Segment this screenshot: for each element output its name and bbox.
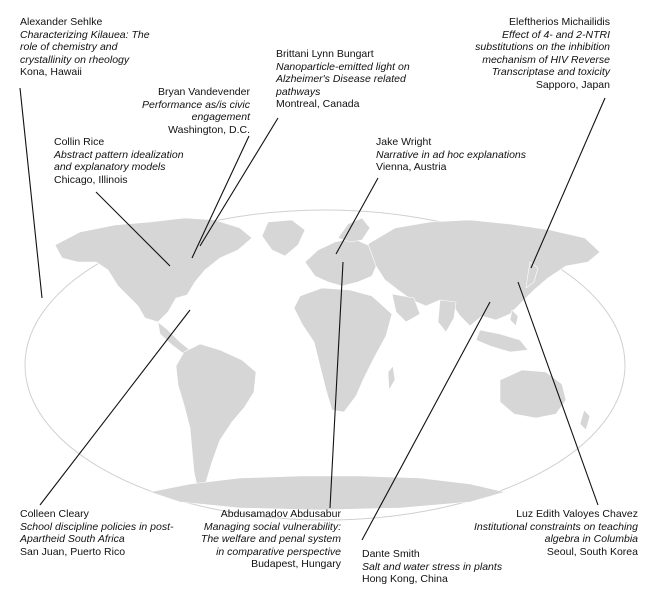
label-wright xyxy=(376,136,526,174)
talk-title-line: and explanatory models xyxy=(54,161,166,174)
label-rice xyxy=(54,136,184,186)
talk-title-line: Effect of 4- and 2-NTRI xyxy=(502,28,610,41)
person-name: Eleftherios Michailidis xyxy=(509,16,610,28)
southeast-asia-islands-shape xyxy=(476,330,528,352)
person-name: Dante Smith xyxy=(362,548,420,560)
person-location: Budapest, Hungary xyxy=(251,558,341,571)
person-location: San Juan, Puerto Rico xyxy=(20,545,126,558)
person-location: Chicago, Illinois xyxy=(54,173,128,186)
talk-title-line: substitutions on the inhibition xyxy=(475,41,610,54)
south-america-shape xyxy=(176,344,256,490)
africa-shape xyxy=(294,288,392,412)
talk-title-line: Nanoparticle-emitted light on xyxy=(276,60,410,73)
talk-title-line: role of chemistry and xyxy=(20,41,118,54)
label-abdusabur xyxy=(201,508,341,571)
talk-title-line: Managing social vulnerability: xyxy=(203,520,341,533)
talk-title-line: Transcriptase and toxicity xyxy=(491,66,610,79)
label-cleary xyxy=(20,508,174,558)
person-name: Alexander Sehlke xyxy=(20,16,103,28)
talk-title-line: mechanism of HIV Reverse xyxy=(482,53,610,66)
person-location: Washington, D.C. xyxy=(168,123,250,136)
label-sehlke xyxy=(20,16,150,79)
europe-shape xyxy=(305,238,378,286)
talk-title-line: pathways xyxy=(276,85,321,98)
talk-title-line: Salt and water stress in plants xyxy=(362,560,503,573)
talk-title-line: Narrative in ad hoc explanations xyxy=(376,148,527,161)
person-name: Jake Wright xyxy=(376,136,432,148)
person-name: Brittani Lynn Bungart xyxy=(276,48,374,60)
person-name: Colleen Cleary xyxy=(20,508,89,520)
talk-title-line: Characterizing Kilauea: The xyxy=(20,28,150,41)
person-name: Abdusamadov Abdusabur xyxy=(220,508,341,520)
land-masses xyxy=(55,218,600,510)
person-location: Sapporo, Japan xyxy=(535,78,610,91)
person-location: Kona, Hawaii xyxy=(20,66,82,79)
label-michailidis xyxy=(475,16,610,92)
talk-title-line: algebra in Columbia xyxy=(544,533,638,546)
talk-title-line: School discipline policies in post- xyxy=(20,520,174,533)
leader-line-sehlke xyxy=(20,88,42,298)
central-america-shape xyxy=(158,322,190,354)
india-shape xyxy=(438,300,456,332)
talk-title-line: Abstract pattern idealization xyxy=(54,148,184,161)
person-location: Seoul, South Korea xyxy=(546,545,638,558)
talk-title-line: The welfare and penal system xyxy=(200,533,341,546)
greenland-shape xyxy=(262,220,305,256)
person-name: Luz Edith Valoyes Chavez xyxy=(516,508,638,520)
australia-shape xyxy=(500,370,566,418)
talk-title-line: Performance as/is civic xyxy=(142,98,250,111)
label-bungart xyxy=(276,48,410,111)
label-vandevender xyxy=(142,86,250,136)
talk-title-line: Apartheid South Africa xyxy=(20,533,125,546)
talk-title-line: crystallinity on rheology xyxy=(20,53,130,66)
person-name: Collin Rice xyxy=(54,136,105,148)
person-location: Montreal, Canada xyxy=(276,98,360,111)
talk-title-line: Institutional constraints on teaching xyxy=(473,520,638,533)
person-name: Bryan Vandevender xyxy=(157,86,250,98)
label-smith xyxy=(362,548,502,586)
talk-title-line: in comparative perspective xyxy=(216,545,341,558)
talk-title-line: engagement xyxy=(191,111,250,124)
madagascar-shape xyxy=(388,366,395,390)
north-america-shape xyxy=(55,218,252,322)
person-location: Hong Kong, China xyxy=(362,573,448,586)
talk-title-line: Alzheimer's Disease related xyxy=(276,73,406,86)
new-zealand-shape xyxy=(580,410,590,430)
person-location: Vienna, Austria xyxy=(376,161,447,174)
